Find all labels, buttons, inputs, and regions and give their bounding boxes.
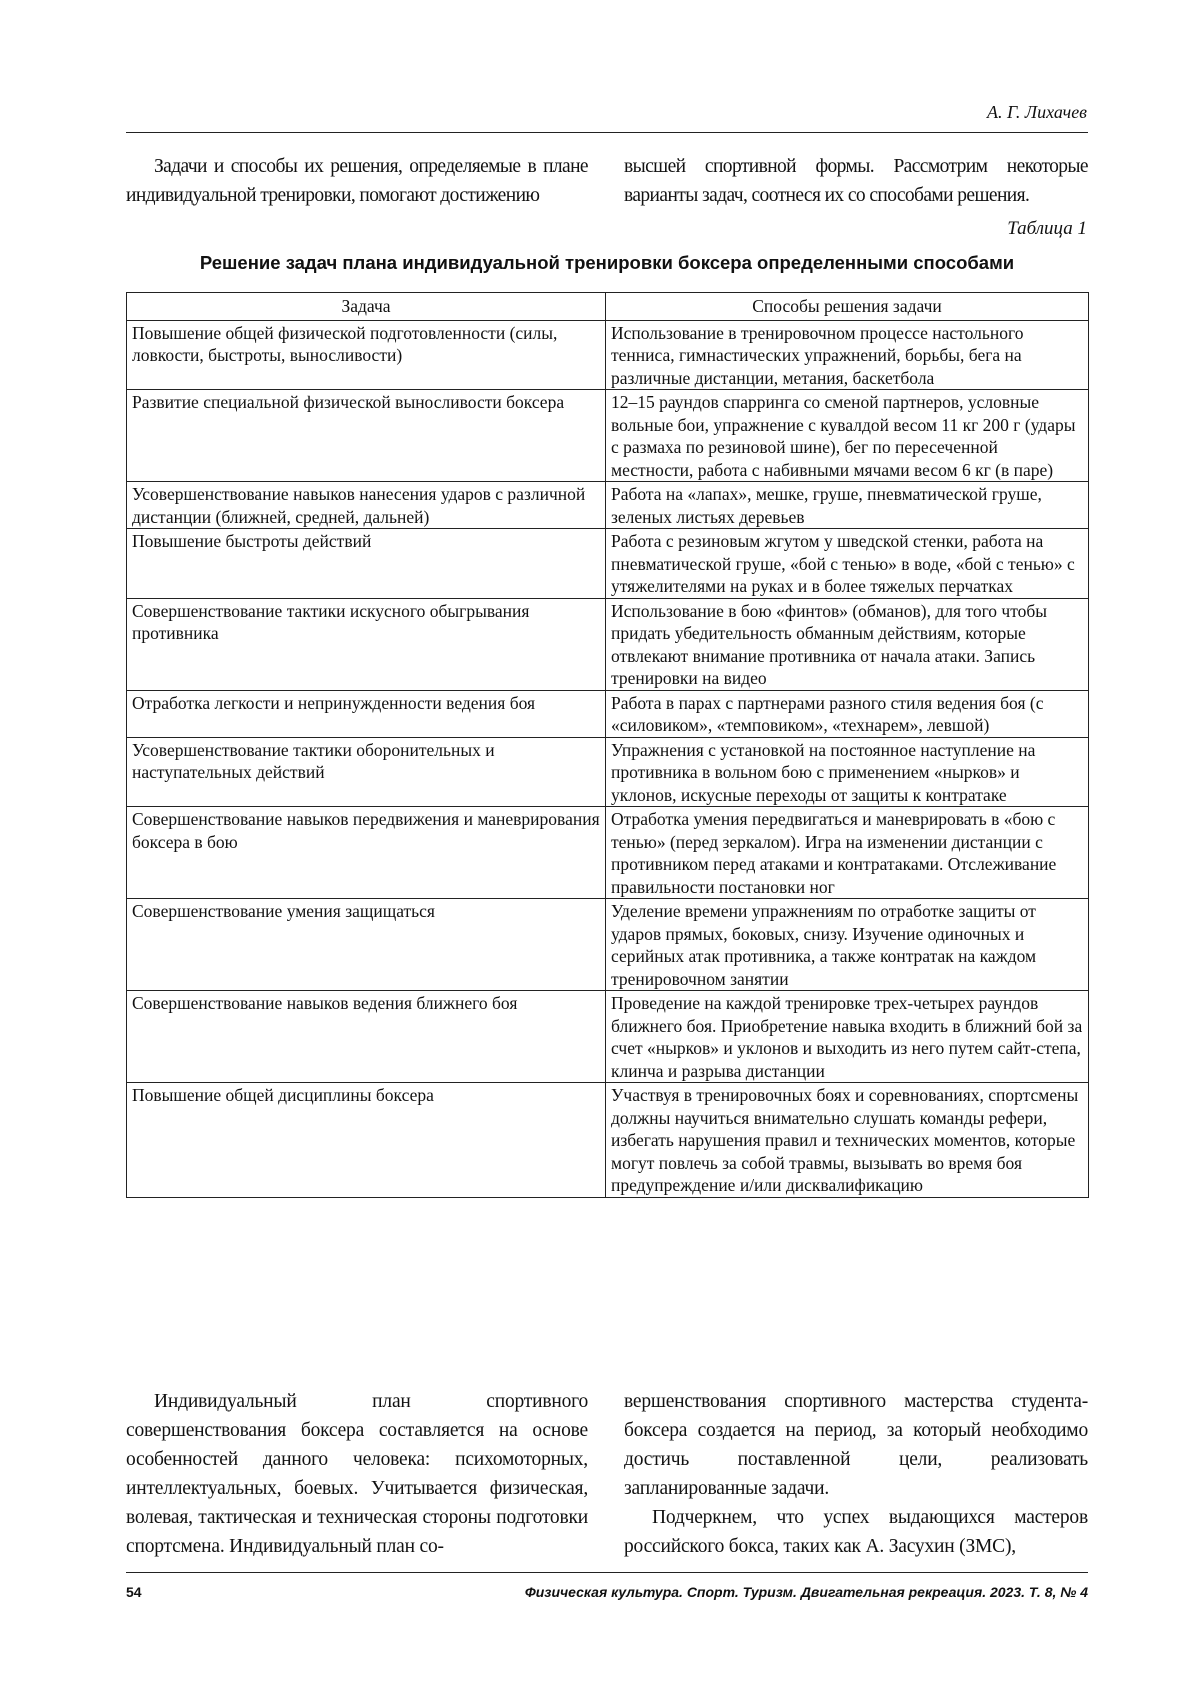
page-number: 54: [126, 1584, 142, 1600]
table-row: [127, 390, 1089, 482]
task-cell: Повышение общей дисциплины боксера: [127, 1083, 606, 1198]
method-cell: Работа на «лапах», мешке, груше, пневматической груше, зеленых листьях деревьев: [606, 482, 1089, 529]
method-cell: Работа в парах с партнерами разного стиля ведения боя (с «силовиком», «темповиком», «технарем», левшой): [606, 690, 1089, 737]
header-task: Задача: [127, 293, 606, 321]
table-label: Таблица 1: [1007, 218, 1087, 239]
method-cell: Уделение времени упражнениям по отработке защиты от ударов прямых, боковых, снизу. Изучение одиночных и серийных атак противника, а также контратак на каждом тренировочном занятии: [606, 899, 1089, 991]
task-cell: Повышение общей физической подготовленности (силы, ловкости, быстроты, выносливости): [127, 320, 606, 390]
header-rule: [126, 132, 1088, 133]
table-row: [127, 320, 1089, 390]
table-row: [127, 482, 1089, 529]
tasks-table: [126, 292, 1089, 1198]
table-row: [127, 598, 1089, 690]
task-cell: Совершенствование умения защищаться: [127, 899, 606, 991]
body-paragraph: Индивидуальный план спортивного совершенствования боксера составляется на основе особенностей данного человека: психомоторных, интеллектуальных, боевых. Учитывается физическая, волевая, тактическая и техническая стороны подготовки спортсмена. Индивидуальный план со-: [126, 1391, 588, 1557]
method-cell: Проведение на каждой тренировке трех-четырех раундов ближнего боя. Приобретение навыка входить в ближний бой за счет «нырков» и уклонов и выходить из него путем сайт-степа, клинча и разрыва дистанции: [606, 991, 1089, 1083]
body-right-column: [624, 1387, 1088, 1561]
method-cell: Отработка умения передвигаться и маневрировать в «бою с тенью» (перед зеркалом). Игра на изменении дистанции с противником перед атаками и контратаками. Отслеживание правильности постановки ног: [606, 807, 1089, 899]
method-cell: Использование в тренировочном процессе настольного тенниса, гимнастических упражнений, борьбы, бега на различные дистанции, метания, баскетбола: [606, 320, 1089, 390]
table-row: [127, 807, 1089, 899]
task-cell: Повышение быстроты действий: [127, 529, 606, 599]
method-cell: Упражнения с установкой на постоянное наступление на противника в вольном бою с применением «нырков» и уклонов, искусные переходы от защиты к контратаке: [606, 737, 1089, 807]
header-method: Способы решения задачи: [606, 293, 1089, 321]
intro-right-column: [624, 152, 1088, 210]
table-row: [127, 991, 1089, 1083]
method-cell: Работа с резиновым жгутом у шведской стенки, работа на пневматической груше, «бой с тенью» в воде, «бой с тенью» с утяжелителями на руках и в более тяжелых перчатках: [606, 529, 1089, 599]
task-cell: Усовершенствование тактики оборонительных и наступательных действий: [127, 737, 606, 807]
footer-rule: [126, 1572, 1088, 1573]
intro-left-column: [126, 152, 588, 210]
method-cell: Участвуя в тренировочных боях и соревнованиях, спортсмены должны научиться внимательно слушать команды рефери, избегать нарушения правил и технических моментов, которые могут повлечь за собой травмы, вызывать во время боя предупреждение и/или дисквалификацию: [606, 1083, 1089, 1198]
table-title: Решение задач плана индивидуальной тренировки боксера определенными способами: [199, 252, 1015, 273]
task-cell: Развитие специальной физической выносливости боксера: [127, 390, 606, 482]
body-paragraph-continued: вершенствования спортивного мастерства студента-боксера создается на период, за который необходимо достичь поставленной цели, реализовать запланированные задачи.: [624, 1391, 1088, 1499]
task-cell: Отработка легкости и непринужденности ведения боя: [127, 690, 606, 737]
intro-paragraph: Задачи и способы их решения, определяемые в плане индивидуальной тренировки, помогают достижению: [126, 156, 588, 206]
method-cell: 12–15 раундов спарринга со сменой партнеров, условные вольные бои, упражнение с кувалдой весом 11 кг 200 г (удары с размаха по резиновой шине), бег по пересеченной местности, работа с набивными мячами весом 6 кг (в паре): [606, 390, 1089, 482]
table-header-row: [127, 293, 1089, 321]
table-row: [127, 899, 1089, 991]
table-row: [127, 737, 1089, 807]
table-body: [127, 320, 1089, 1197]
method-cell: Использование в бою «финтов» (обманов), для того чтобы придать убедительность обманным действиям, которые отвлекают внимание противника от начала атаки. Запись тренировки на видео: [606, 598, 1089, 690]
table-row: [127, 690, 1089, 737]
task-cell: Совершенствование навыков ведения ближнего боя: [127, 991, 606, 1083]
intro-paragraph-continued: высшей спортивной формы. Рассмотрим некоторые варианты задач, соотнеся их со способами решения.: [624, 156, 1088, 206]
body-paragraph: Подчеркнем, что успех выдающихся мастеров российского бокса, таких как А. Засухин (ЗМС),: [624, 1507, 1088, 1557]
task-cell: Совершенствование тактики искусного обыгрывания противника: [127, 598, 606, 690]
task-cell: Совершенствование навыков передвижения и маневрирования боксера в бою: [127, 807, 606, 899]
task-cell: Усовершенствование навыков нанесения ударов с различной дистанции (ближней, средней, дальней): [127, 482, 606, 529]
journal-citation: Физическая культура. Спорт. Туризм. Двигательная рекреация. 2023. Т. 8, № 4: [524, 1584, 1088, 1600]
body-left-column: [126, 1387, 588, 1561]
table-row: [127, 529, 1089, 599]
table-row: [127, 1083, 1089, 1198]
running-head-author: А. Г. Лихачев: [987, 102, 1087, 122]
